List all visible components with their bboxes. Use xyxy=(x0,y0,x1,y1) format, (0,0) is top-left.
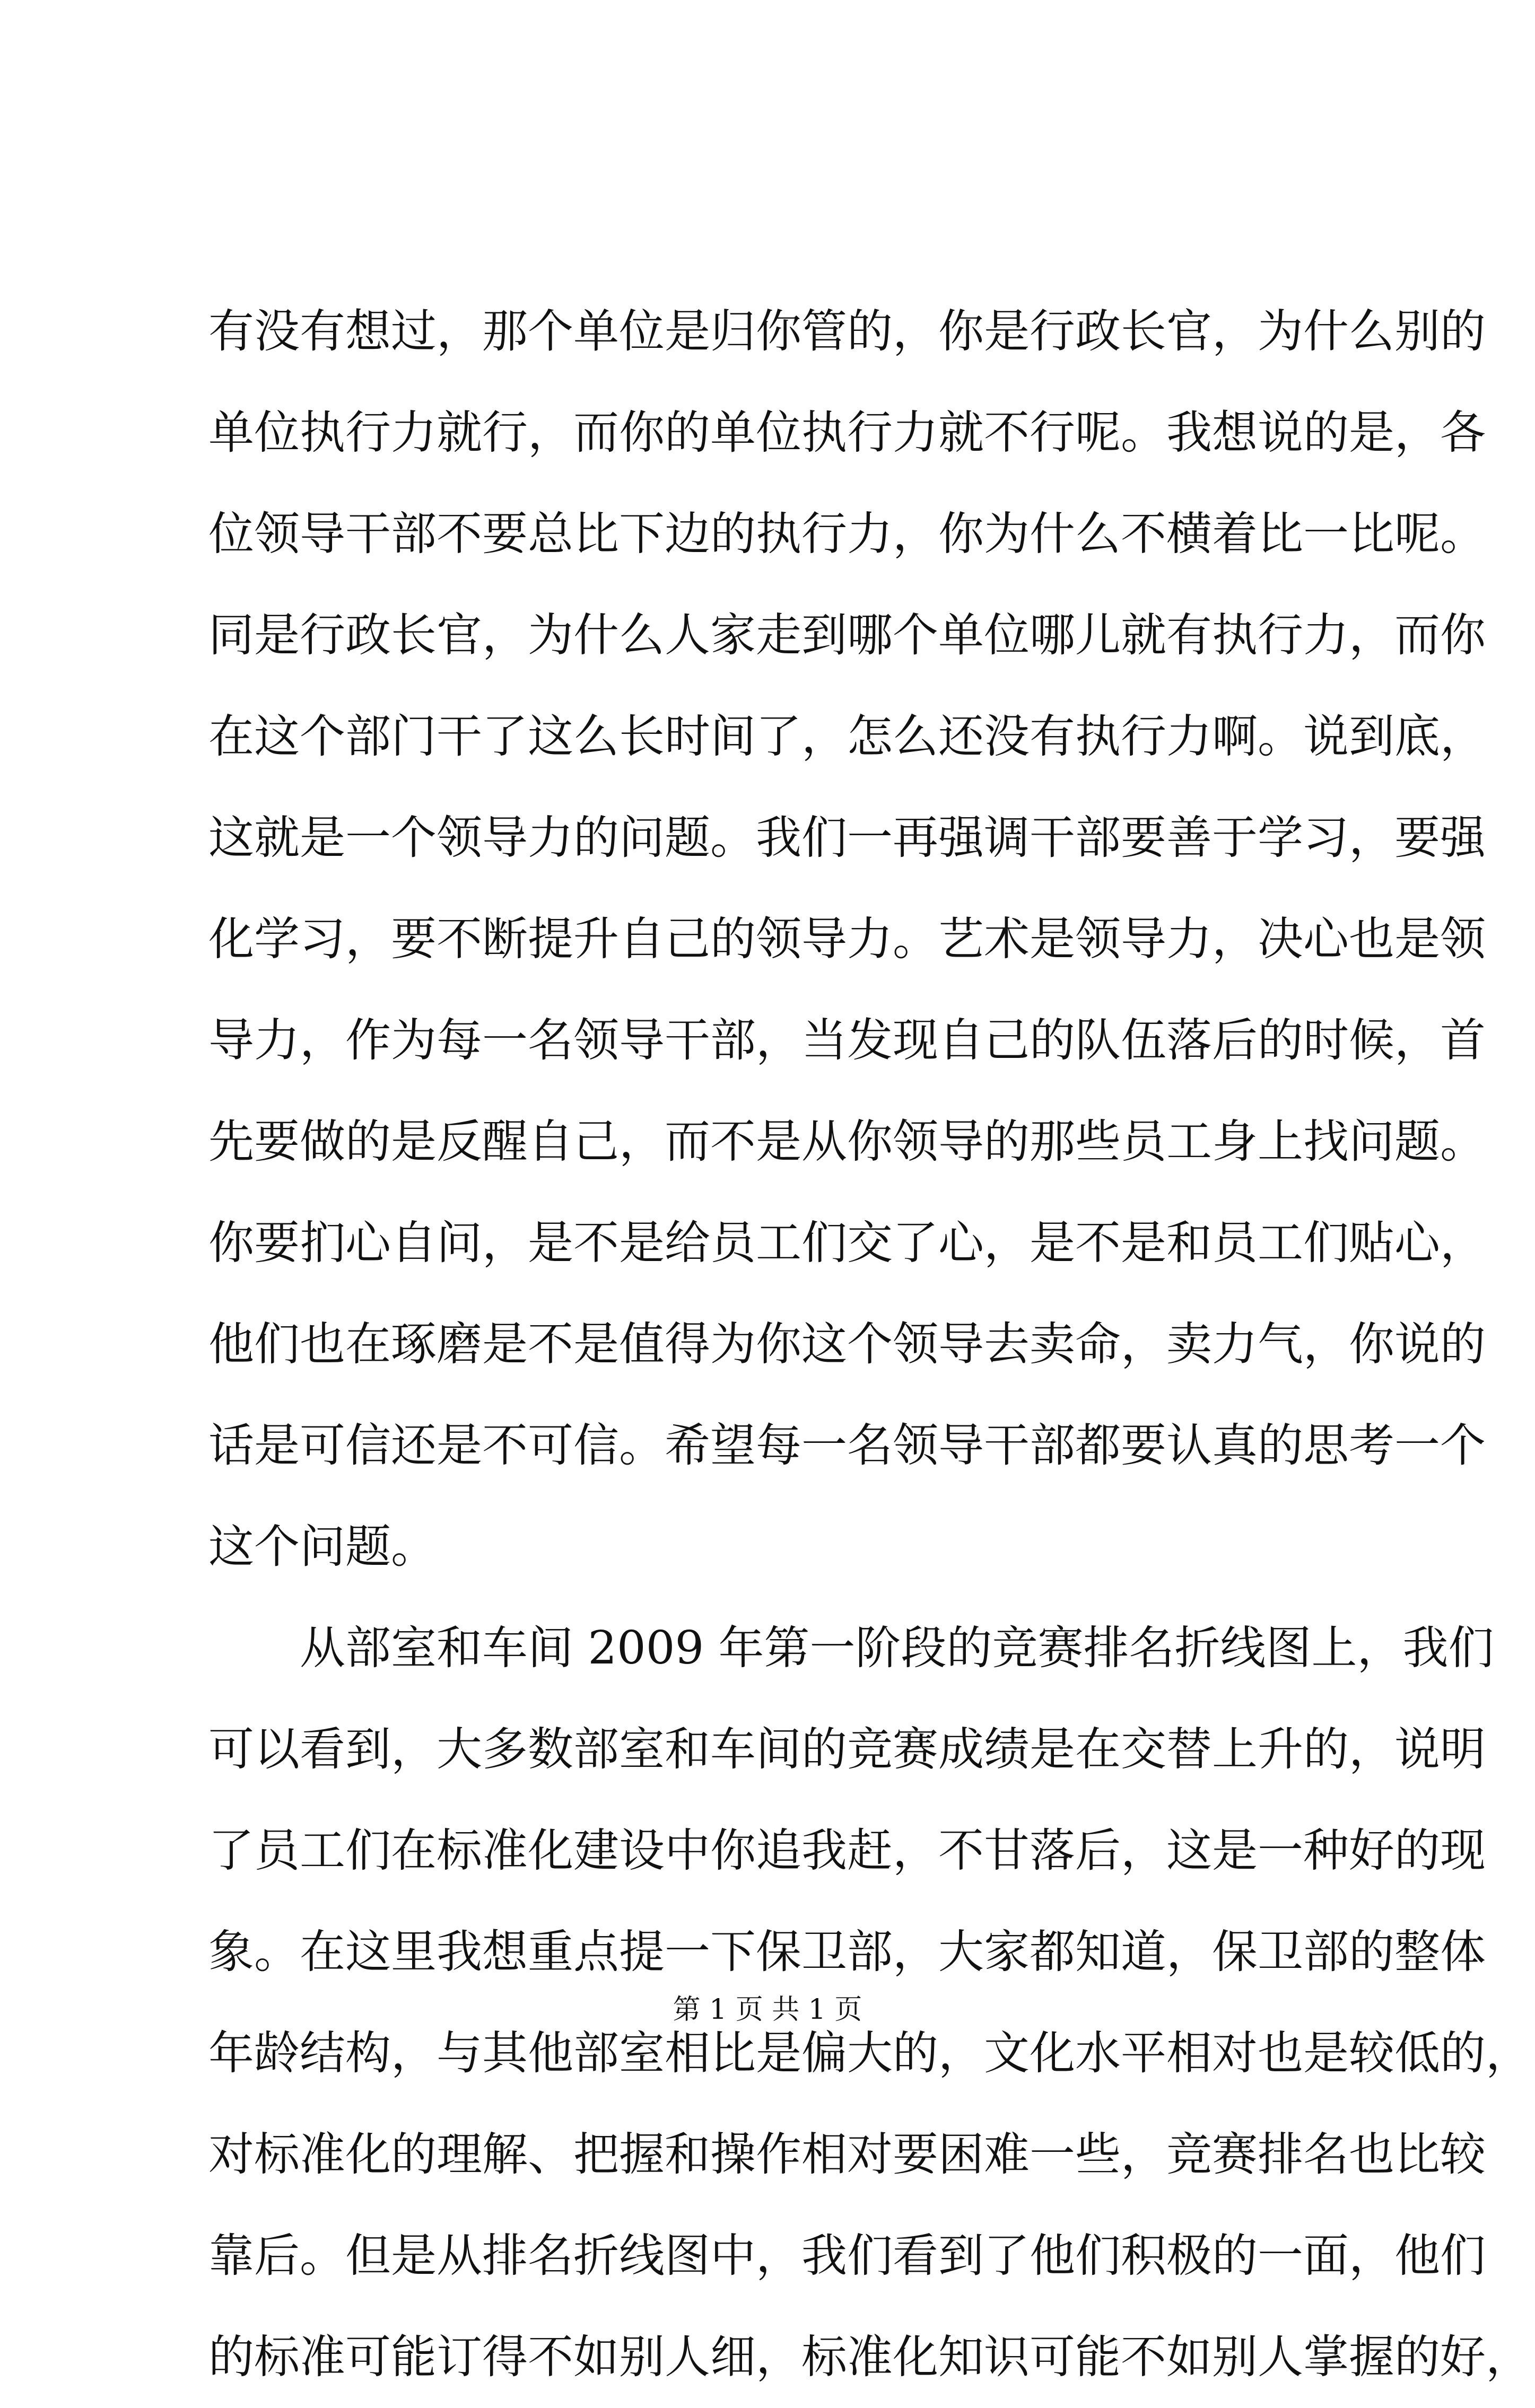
text-line-5: 在这个部门干了这么长时间了，怎么还没有执行力啊。说到底， xyxy=(208,710,1486,763)
text-line-12: 话是可信还是不可信。希望每一名领导干部都要认真的思考一个 xyxy=(208,1419,1486,1472)
text-line-8: 导力，作为每一名领导干部，当发现自己的队伍落后的时候，首 xyxy=(208,1014,1486,1067)
text-line-6: 这就是一个领导力的问题。我们一再强调干部要善于学习，要强 xyxy=(208,811,1486,864)
text-line-4: 同是行政长官，为什么人家走到哪个单位哪儿就有执行力，而你 xyxy=(208,609,1486,662)
text-line-13: 这个问题。 xyxy=(208,1520,437,1573)
text-line-15: 可以看到，大多数部室和车间的竞赛成绩是在交替上升的，说明 xyxy=(208,1723,1486,1776)
body-text xyxy=(208,281,1531,2408)
text-line-17: 象。在这里我想重点提一下保卫部，大家都知道，保卫部的整体 xyxy=(208,1925,1486,1978)
text-line-21: 的标准可能订得不如别人细，标准化知识可能不如别人掌握的好， xyxy=(208,2331,1531,2384)
text-line-1: 有没有想过，那个单位是归你管的，你是行政长官，为什么别的 xyxy=(208,305,1486,358)
text-line-19: 对标准化的理解、把握和操作相对要困难一些，竞赛排名也比较 xyxy=(208,2128,1486,2181)
text-line-11: 他们也在琢磨是不是值得为你这个领导去卖命，卖力气，你说的 xyxy=(208,1318,1486,1371)
text-line-2: 单位执行力就行，而你的单位执行力就不行呢。我想说的是，各 xyxy=(208,406,1486,459)
text-line-7: 化学习，要不断提升自己的领导力。艺术是领导力，决心也是领 xyxy=(208,913,1486,966)
page-footer: 第 1 页 共 1 页 xyxy=(673,1994,862,2026)
text-line-9: 先要做的是反醒自己，而不是从你领导的那些员工身上找问题。 xyxy=(208,1115,1486,1168)
text-line-18: 年龄结构，与其他部室相比是偏大的，文化水平相对也是较低的， xyxy=(208,2027,1531,2080)
text-line-10: 你要扪心自问，是不是给员工们交了心，是不是和员工们贴心， xyxy=(208,1216,1486,1269)
text-line-3: 位领导干部不要总比下边的执行力，你为什么不横着比一比呢。 xyxy=(208,507,1486,561)
text-line-16: 了员工们在标准化建设中你追我赶，不甘落后，这是一种好的现 xyxy=(208,1824,1486,1877)
text-line-20: 靠后。但是从排名折线图中，我们看到了他们积极的一面，他们 xyxy=(208,2229,1486,2282)
text-line-14: 从部室和车间 2009 年第一阶段的竞赛排名折线图上，我们 xyxy=(300,1622,1494,1675)
